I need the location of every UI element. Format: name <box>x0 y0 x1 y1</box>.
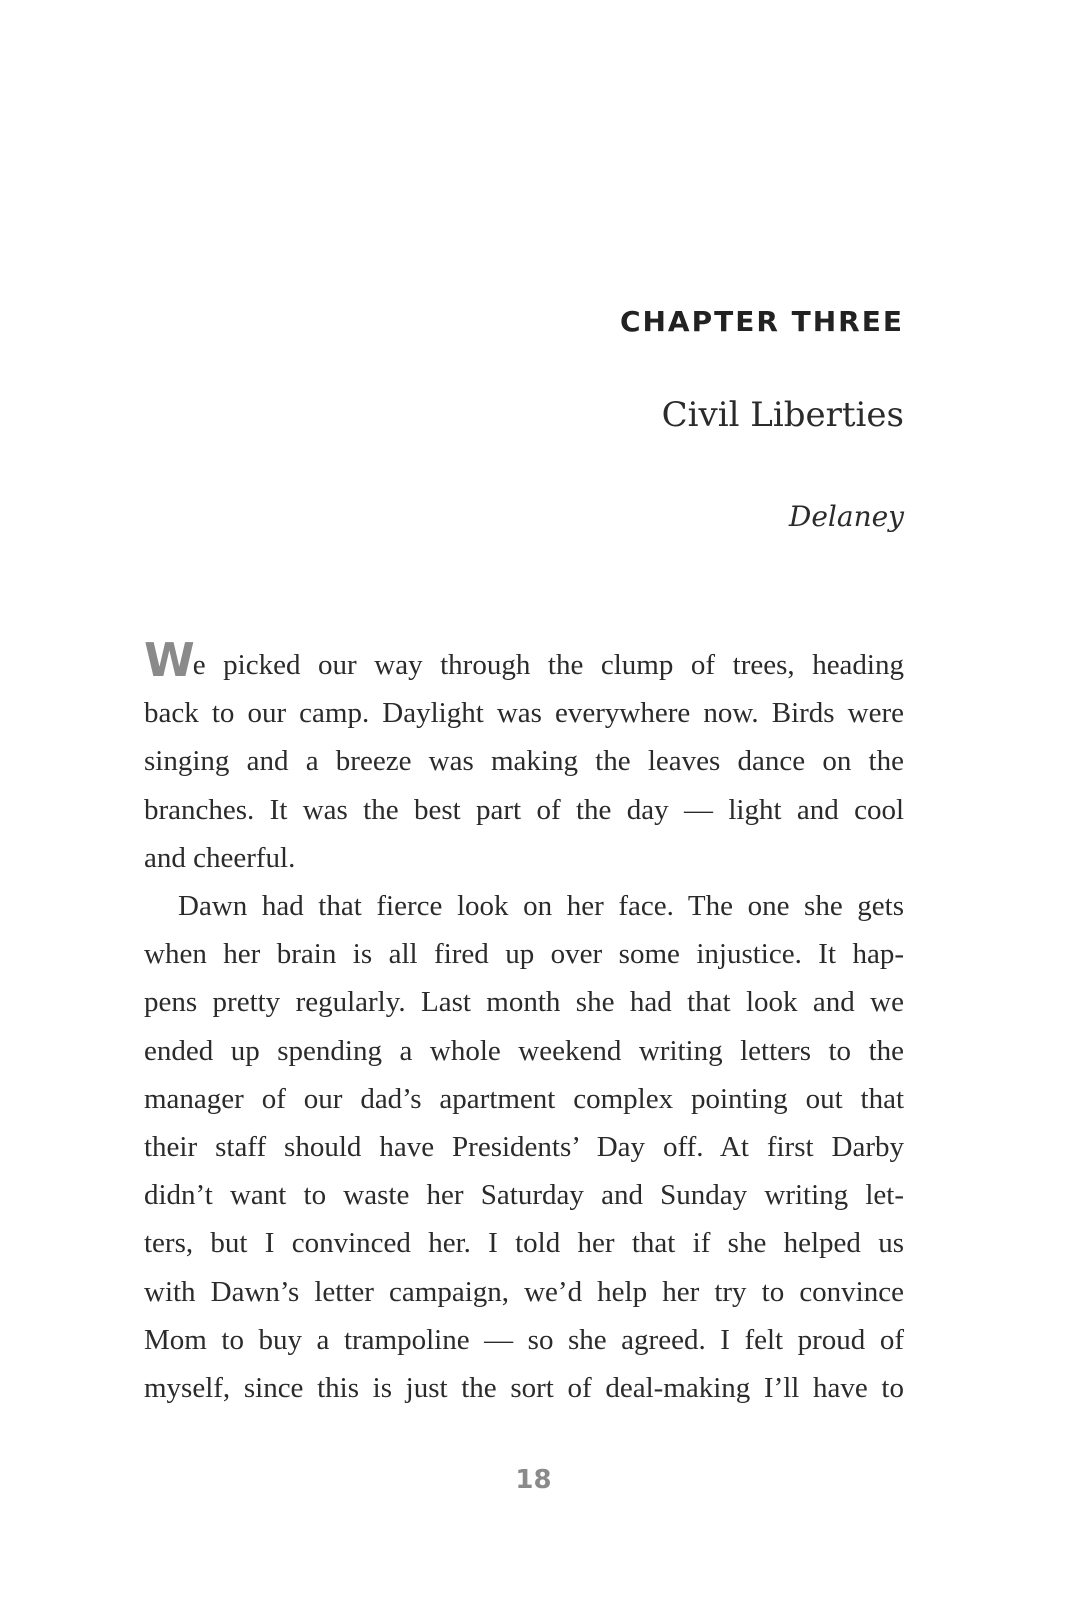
text-line <box>144 633 904 689</box>
text-line-content: e picked our way through the clump of trees, heading <box>192 649 904 681</box>
text-line: manager of our dad’s apartment complex pointing out that <box>144 1082 904 1115</box>
body-text <box>144 633 904 1412</box>
text-line: when her brain is all fired up over some injustice. It hap- <box>144 938 904 971</box>
drop-cap: W <box>144 633 193 687</box>
text-line: ended up spending a whole weekend writing letters to the <box>144 1034 904 1067</box>
chapter-title: Civil Liberties <box>661 395 904 435</box>
text-line: ters, but I convinced her. I told her that if she helped us <box>144 1227 904 1260</box>
text-line: pens pretty regularly. Last month she had that look and we <box>144 986 904 1019</box>
text-line: with Dawn’s letter campaign, we’d help her try to convince <box>144 1275 904 1308</box>
text-line: Mom to buy a trampoline — so she agreed. I felt proud of <box>144 1323 904 1356</box>
text-line: and cheerful. <box>144 841 296 874</box>
text-line: their staff should have Presidents’ Day off. At first Darby <box>144 1131 904 1164</box>
text-line: branches. It was the best part of the day — light and cool <box>144 793 904 826</box>
chapter-label: CHAPTER THREE <box>619 305 904 338</box>
text-line: didn’t want to waste her Saturday and Sunday writing let- <box>144 1179 904 1212</box>
narrator-name: Delaney <box>788 500 904 533</box>
page-number: 18 <box>515 1465 552 1495</box>
text-line: back to our camp. Daylight was everywhere now. Birds were <box>144 697 904 730</box>
text-line: singing and a breeze was making the leaves dance on the <box>144 745 904 778</box>
text-line: Dawn had that fierce look on her face. The one she gets <box>178 890 904 923</box>
text-line: myself, since this is just the sort of deal-making I’ll have to <box>144 1372 904 1405</box>
